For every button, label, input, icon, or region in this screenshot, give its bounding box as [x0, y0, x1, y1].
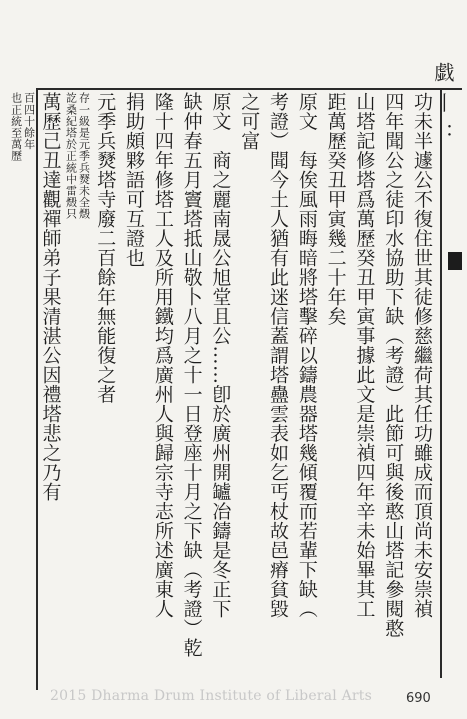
- vertical-text-body: [9, 92, 436, 692]
- text-column: 捐助頗夥語可互證也: [123, 92, 146, 268]
- text-column: 原文 商之麗南晟公旭堂且公……卽於廣州開罏冶鑄是冬正下: [209, 92, 232, 619]
- annotation-column: [77, 92, 90, 692]
- annotation-note: 也正統至萬歷: [9, 92, 23, 162]
- annotation-column: [23, 92, 36, 692]
- text-column: 缺仲春五月竇塔抵山敬卜八月之十一日登座十月之下缺（考證）乾: [180, 92, 203, 658]
- text-column: 距萬歷癸丑甲寅幾二十年矣: [324, 92, 347, 326]
- text-column: 功未半遽公不復住世其徒修慈繼荷其任功雖成而頂尚未安崇禎: [411, 92, 433, 619]
- text-column: 山塔記修塔爲萬歷癸丑甲寅事據此文是崇禎四年辛未始畢其工: [353, 92, 376, 619]
- text-column: 考證）聞今土人猶有此迷信蓋謂塔蠱雲表如乞丐杖故邑瘠貧毀: [267, 92, 290, 619]
- text-column: 元季兵燹塔寺廢二百餘年無能復之者: [94, 92, 117, 404]
- annotation-column: [10, 92, 23, 692]
- annotation-note: 百四十餘年: [22, 92, 36, 150]
- text-column: 之可富: [238, 92, 261, 151]
- text-column: 隆十四年修塔工人及所用鐵均爲廣州人與歸宗寺志所述廣東人: [151, 92, 174, 619]
- right-margin-rule: [440, 88, 442, 678]
- page-number: 690: [406, 691, 431, 706]
- edge-tab-mark: [448, 252, 462, 270]
- text-column: 原文 每俟風雨晦暗將塔擊碎以鑄農器塔幾傾覆而若輩下缺（: [295, 92, 318, 619]
- annotation-note: 訖桑紀塔於正統中雷燬只: [64, 92, 78, 220]
- annotation-note: 存一級是元季兵燹未全燬: [77, 92, 91, 220]
- footer-watermark: 2015 Dharma Drum Institute of Liberal Arts: [50, 688, 372, 704]
- annotation-column: [64, 92, 77, 692]
- text-column: 萬歷己丑達觀禪師弟子果清湛公因禮塔悲之乃有: [39, 92, 62, 502]
- running-header-mark: 戯 丨 ：: [431, 62, 455, 145]
- text-column: 四年聞公之徒印水協助下缺（考證）此節可與後憨山塔記參閱憨: [382, 92, 405, 638]
